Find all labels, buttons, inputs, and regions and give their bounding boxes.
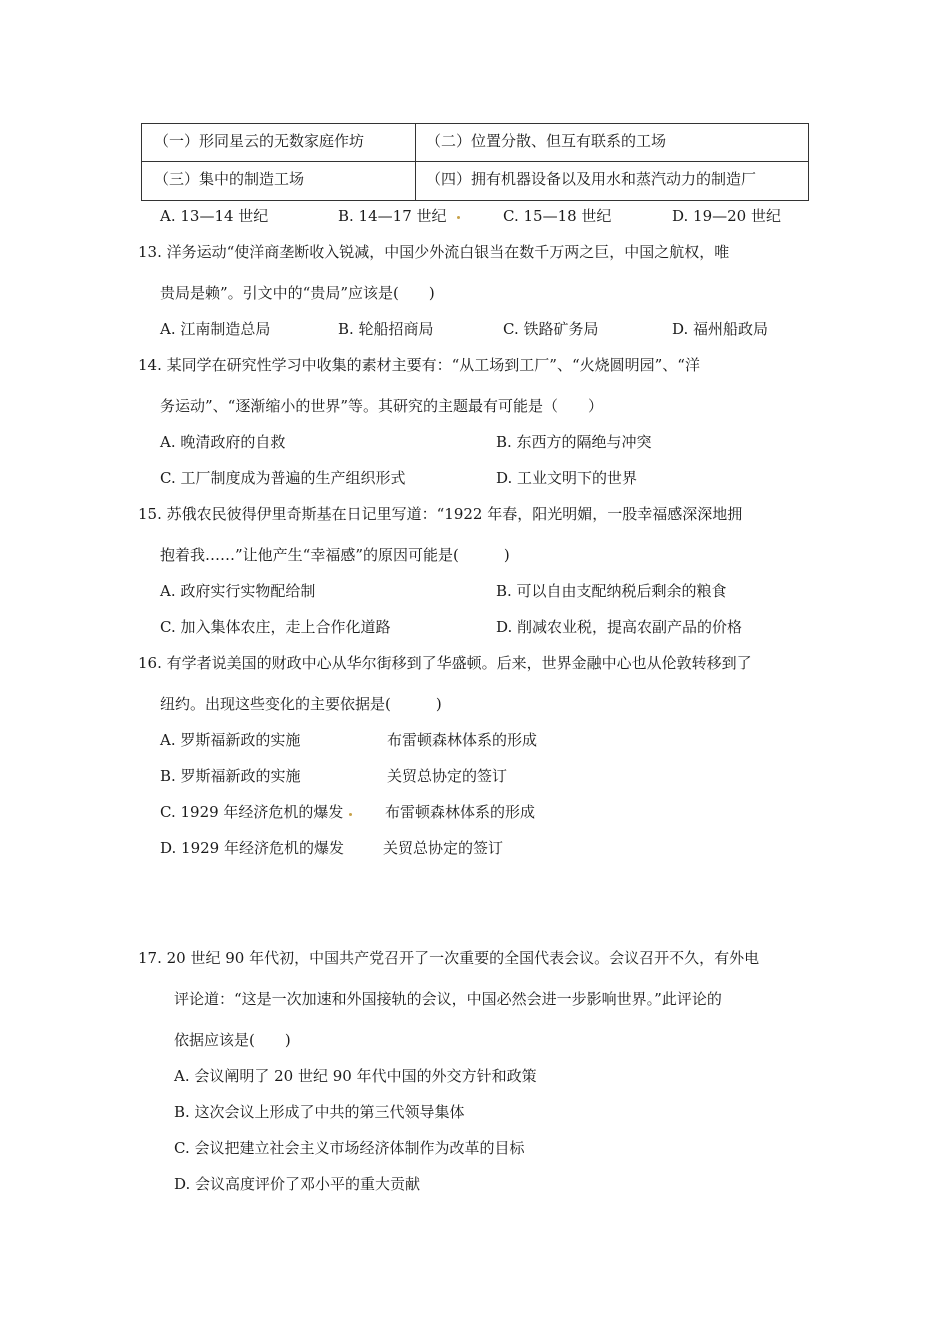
option-b: B. 东西方的隔绝与冲突 [496, 433, 652, 451]
option-b: B. 这次会议上形成了中共的第三代领导集体 [174, 1103, 465, 1121]
option-a: A. 13—14 世纪 [160, 207, 269, 225]
option-d: D. 削减农业税，提高农副产品的价格 [496, 618, 743, 636]
question-15-stem-cont: 抱着我……”让他产生“幸福感”的原因可能是( ) [160, 546, 510, 564]
question-17-stem-cont: 评论道：“这是一次加速和外国接轨的会议，中国必然会进一步影响世界。”此评论的 [174, 990, 722, 1008]
option-b-detail: 关贸总协定的签订 [387, 767, 508, 785]
option-a: A. 政府实行实物配给制 [160, 582, 316, 600]
question-15-stem: 15. 苏俄农民彼得伊里奇斯基在日记里写道：“1922 年春，阳光明媚，一股幸福感深深地拥 [138, 505, 743, 523]
table-cell: （一）形同星云的无数家庭作坊 [154, 132, 365, 150]
question-16-stem: 16. 有学者说美国的财政中心从华尔街移到了华盛顿。后来，世界金融中心也从伦敦转移到了 [138, 654, 752, 672]
option-d: D. 会议高度评价了邓小平的重大贡献 [174, 1175, 421, 1193]
option-a: A. 晚清政府的自救 [160, 433, 286, 451]
option-c: C. 会议把建立社会主义市场经济体制作为改革的目标 [174, 1139, 525, 1157]
option-b: B. 罗斯福新政的实施 [160, 767, 301, 785]
table-divider [415, 124, 416, 200]
option-d: D. 19—20 世纪 [672, 207, 781, 225]
option-d-detail: 关贸总协定的签订 [383, 839, 504, 857]
question-13-stem: 13. 洋务运动“使洋商垄断收入锐减，中国少外流白银当在数千万两之巨，中国之航权，唯 [138, 243, 730, 261]
option-a: A. 会议阐明了 20 世纪 90 年代中国的外交方针和政策 [174, 1067, 537, 1085]
option-c: C. 15—18 世纪 [503, 207, 612, 225]
question-17-stem: 17. 20 世纪 90 年代初，中国共产党召开了一次重要的全国代表会议。会议召开不久，有外电 [138, 949, 760, 967]
option-d: D. 1929 年经济危机的爆发 [160, 839, 344, 857]
question-13-stem-cont: 贵局是赖”。引文中的“贵局”应该是( ) [160, 284, 435, 302]
option-d: D. 福州船政局 [672, 320, 769, 338]
option-c: C. 1929 年经济危机的爆发 [160, 803, 344, 821]
option-c: C. 铁路矿务局 [503, 320, 599, 338]
speck-mark [457, 216, 460, 219]
question-16-stem-cont: 纽约。出现这些变化的主要依据是( ) [160, 695, 442, 713]
table-divider [142, 161, 808, 162]
option-d: D. 工业文明下的世界 [496, 469, 638, 487]
option-b: B. 轮船招商局 [338, 320, 434, 338]
stages-table [141, 123, 809, 201]
question-17-stem-cont: 依据应该是( ) [174, 1031, 291, 1049]
question-14-stem-cont: 务运动”、“逐渐缩小的世界”等。其研究的主题最有可能是（ ） [160, 397, 604, 415]
option-a: A. 江南制造总局 [160, 320, 271, 338]
option-c-detail: 布雷顿森林体系的形成 [385, 803, 536, 821]
option-b: B. 可以自由支配纳税后剩余的粮食 [496, 582, 727, 600]
option-c: C. 加入集体农庄，走上合作化道路 [160, 618, 391, 636]
table-cell: （三）集中的制造工场 [154, 170, 305, 188]
option-a-detail: 布雷顿森林体系的形成 [387, 731, 538, 749]
table-cell: （二）位置分散、但互有联系的工场 [426, 132, 667, 150]
option-b: B. 14—17 世纪 [338, 207, 447, 225]
option-a: A. 罗斯福新政的实施 [160, 731, 301, 749]
question-14-stem: 14. 某同学在研究性学习中收集的素材主要有：“从工场到工厂”、“火烧圆明园”、“洋 [138, 356, 700, 374]
table-cell: （四）拥有机器设备以及用水和蒸汽动力的制造厂 [426, 170, 757, 188]
speck-mark [349, 813, 352, 816]
option-c: C. 工厂制度成为普遍的生产组织形式 [160, 469, 406, 487]
